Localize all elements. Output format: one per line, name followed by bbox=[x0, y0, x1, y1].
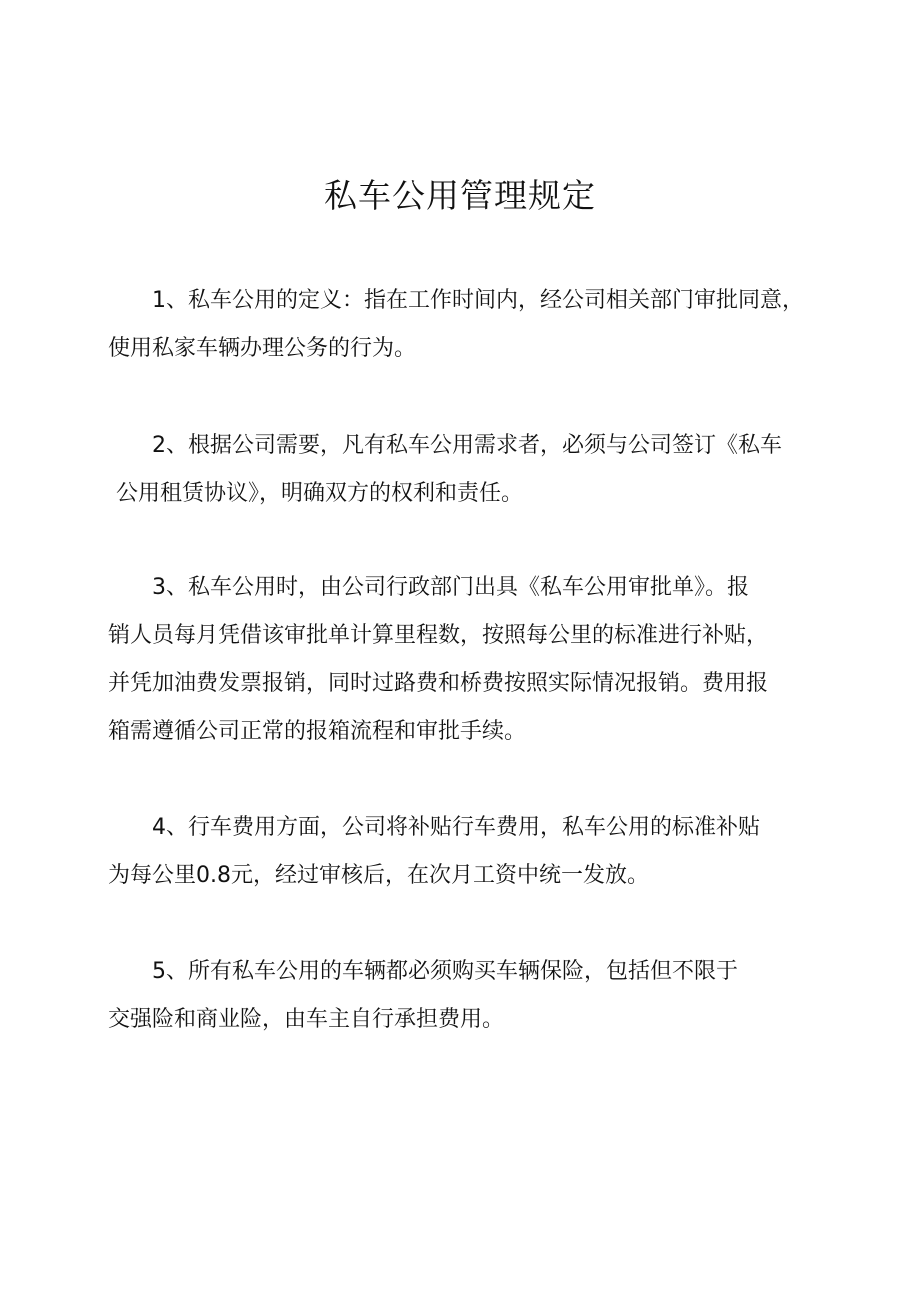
clause-5-line-1: 5、所有私车公用的车辆都必须购买车辆保险，包括但不限于 bbox=[152, 959, 738, 984]
clause-4 bbox=[108, 804, 820, 900]
clause-4-line-1: 4、行车费用方面，公司将补贴行车费用，私车公用的标准补贴 bbox=[152, 815, 760, 840]
clause-3 bbox=[108, 564, 820, 756]
clause-5-line-2: 交强险和商业险，由车主自行承担费用。 bbox=[108, 1007, 505, 1032]
clause-4-line-2: 为每公里0.8元，经过审核后，在次月工资中统一发放。 bbox=[108, 863, 649, 888]
clause-1-line-2: 使用私家车辆办理公务的行为。 bbox=[108, 336, 417, 361]
clause-3-line-3: 并凭加油费发票报销，同时过路费和桥费按照实际情况报销。费用报 bbox=[108, 671, 769, 696]
clause-3-line-4: 箱需遵循公司正常的报箱流程和审批手续。 bbox=[108, 719, 527, 744]
clause-5 bbox=[108, 948, 820, 1044]
clause-3-line-2: 销人员每月凭借该审批单计算里程数，按照每公里的标准进行补贴， bbox=[108, 623, 769, 648]
clause-2-line-1: 2、根据公司需要，凡有私车公用需求者，必须与公司签订《私车 bbox=[152, 433, 782, 458]
clause-3-line-1: 3、私车公用时，由公司行政部门出具《私车公用审批单》。报 bbox=[152, 575, 749, 600]
clause-2-line-2: 公用租赁协议》，明确双方的权利和责任。 bbox=[116, 481, 524, 506]
document-title: 私车公用管理规定 bbox=[324, 176, 596, 215]
clause-1 bbox=[108, 277, 820, 373]
clause-1-line-1: 1、私车公用的定义：指在工作时间内，经公司相关部门审批同意， bbox=[152, 288, 804, 313]
clause-2 bbox=[108, 422, 820, 518]
